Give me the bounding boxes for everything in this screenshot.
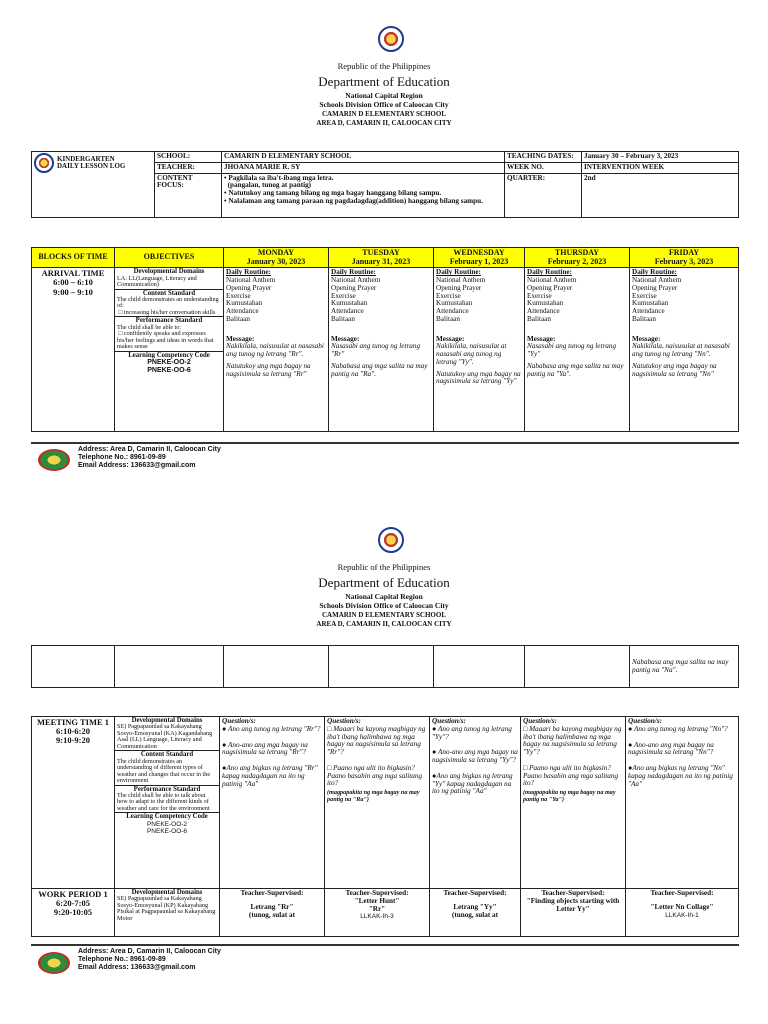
dev-domains-label: Developmental Domains (131, 889, 203, 896)
meeting-time-cell (32, 717, 115, 889)
work-activity: "Finding objects starting with Letter Yy" (526, 896, 620, 913)
message-label: Message: (226, 334, 255, 343)
question-item: □ Paano nga ulit ito bigkasin? Paano basahin ang mga salitang ito? (523, 763, 619, 788)
focus-3: Nalalaman ang tamang paraan ng pagdadagdag(addition) hanggang bilang sampu. (228, 196, 483, 205)
dev-domains-text: SE) Pagpapaunlad sa Kakayahang Sosyo-Emosyunal (KA) Kagandahang Asal (LL) Language, Literacy and Communication (117, 723, 213, 750)
focus-1: Pagkilala sa iba't-ibang mga letra. (228, 173, 334, 182)
teacher-label: TEACHER: (155, 162, 222, 173)
kinder-label: KINDERGARTEN (57, 154, 115, 163)
dev-domains-label: Developmental Domains (133, 268, 205, 276)
wednesday-questions (430, 717, 521, 889)
wednesday-arrival (434, 268, 525, 432)
question-item: ●Ano ang bigkas ng letrang "Rr" kapag nadagdagan na ito ng patinig "Aa" (222, 764, 318, 788)
routine-item: Kumustahan (632, 299, 669, 308)
content-focus-list: • Pagkilala sa iba't-ibang mga letra. (pangalan, tunog at pantig) • Natutukoy ang tamang bilang ng mga bagay hanggang bilang sampu. • Nalalaman ang tamang paraan ng pagdadagdag(addition) hanggang bilang sampu. (222, 173, 505, 217)
content-standard-text: The child demonstrates an understanding of: (117, 295, 219, 310)
tuesday-arrival (329, 268, 434, 432)
message-text: Nasasabi ang tunog ng letrang "Rr" (331, 342, 421, 359)
continuation-table (31, 645, 739, 688)
routine-title: Daily Routine: (226, 268, 271, 277)
dev-domains-text: SE) Pagpapaunlad sa Kakayahang Sosyo-Emosyunal (KP) Kakayahang Pisikal at Pagpapaunlad sa Kakayahang Motor (117, 895, 216, 922)
questions-label: Question/s: (327, 717, 361, 725)
performance-standard-label: Performance Standard (115, 316, 223, 324)
school-label: SCHOOL: (155, 152, 222, 163)
question-item: □ Maaari ba kayong magbigay ng iba't ibang halimbawa ng mga bagay na nagsisimula sa letrang "Rr"? (327, 724, 426, 757)
message-label: Message: (527, 334, 556, 343)
performance-standard-label: Performance Standard (115, 785, 219, 793)
lesson-table-page1 (31, 247, 739, 432)
friday-arrival (630, 268, 739, 432)
tuesday-work (325, 889, 430, 937)
routine-item: Attendance (527, 307, 560, 316)
question-item: □ Maaari ba kayong magbigay ng iba't ibang halimbawa ng mga bagay na nagsisimula sa letrang "Yy"? (523, 724, 622, 757)
performance-standard-text: The child shall be able to talk about how to adapt to the different kinds of weather and care for the environment (117, 791, 210, 812)
message-text: Nakikilala, naisusulat at nasasabi ang tunog ng letrang "Nn". (632, 342, 730, 359)
routine-item: Attendance (632, 307, 665, 316)
competency-code-label: Learning Competency Code (115, 812, 219, 820)
question-item: ● Ano ang tunog ng letrang "Yy"? (432, 724, 512, 741)
footer-address: Address: Area D, Camarin II, Caloocan City (78, 446, 221, 453)
message-text: Natutukoy ang mga bagay na nagsisimula sa letrang "Rr" (226, 361, 311, 378)
footer-phone: Telephone No.: 8961-09-89 (78, 454, 166, 462)
question-item: □ Paano nga ulit ito bigkasin? Paano basahin ang mga salitang ito? (327, 763, 423, 788)
routine-item: Opening Prayer (331, 283, 377, 292)
routine-item: Attendance (331, 307, 364, 316)
routine-item: Balitaan (632, 314, 656, 323)
routine-item: Attendance (226, 307, 259, 316)
question-item: ● Ano-ano ang mga bagay na nagsisimula sa letrang "Nn"? (628, 740, 714, 757)
friday-continuation: Nababasa ang mga salita na may pantig na "Na". (630, 646, 739, 688)
performance-standard-bullet: confidently speaks and expresses his/her feelings and ideas in words that makes sense (117, 330, 214, 351)
school-line: CAMARIN D ELEMENTARY SCHOOL (321, 110, 446, 118)
department-title: Department of Education (318, 74, 450, 89)
performance-standard-text: The child shall be able to: (117, 323, 182, 331)
question-note: (magpapakita ng mga bagay na may pantig na "Ra") (327, 789, 420, 803)
work-activity: Letrang "Rr" (250, 902, 294, 911)
routine-item: Exercise (226, 291, 251, 300)
routine-item: Balitaan (226, 314, 250, 323)
competency-code-2: PNEKE-OO-6 (147, 366, 191, 374)
question-item: ● Ano ang tunog ng letrang "Rr"? (222, 724, 321, 733)
competency-code-1: PNEKE-OO-2 (147, 359, 191, 367)
work-activity-sub: (tunog, sulat at (248, 910, 296, 919)
content-standard-label: Content Standard (115, 750, 219, 758)
meeting-time-2: 9:10-9:20 (56, 735, 90, 746)
work-time-1: 6:20-7:05 (56, 898, 90, 909)
region-line: National Capital Region (345, 91, 423, 100)
routine-item: Exercise (632, 291, 657, 300)
work-period-cell (32, 889, 115, 937)
routine-title: Daily Routine: (436, 268, 481, 277)
routine-item: Kumustahan (226, 299, 263, 308)
arrival-time-2: 9:00 – 9:10 (53, 286, 93, 297)
question-item: ● Ano ang tunog ng letrang "Nn"? (628, 724, 728, 733)
message-label: Message: (632, 334, 661, 343)
teacher-supervised-label: Teacher-Supervised: (345, 889, 409, 897)
friday-header: FRIDAY February 3, 2023 (630, 248, 739, 268)
deped-seal-icon (34, 153, 54, 173)
focus-2: Natutukoy ang tamang bilang ng mga bagay hanggang bilang sampu. (228, 189, 442, 198)
question-note: (magpapakita ng mga bagay na may pantig na "Ya") (523, 789, 616, 803)
routine-item: Opening Prayer (632, 283, 678, 292)
division-line: Schools Division Office of Caloocan City (319, 100, 449, 109)
school-logo-icon (38, 449, 70, 471)
routine-item: Kumustahan (436, 299, 473, 308)
message-text: Nakikilala, naisusulat at nasasabi ang tunog ng letrang "Rr". (226, 342, 324, 359)
address-line: AREA D, CAMARIN II, CALOOCAN CITY (316, 119, 452, 127)
question-item: ● Ano-ano ang mga bagay na nagsisimula sa letrang "Rr"? (222, 740, 308, 757)
teacher-supervised-label: Teacher-Supervised: (240, 889, 304, 897)
monday-arrival (224, 268, 329, 432)
routine-item: Attendance (436, 307, 469, 316)
routine-item: National Anthem (226, 276, 276, 285)
competency-code-2: PNEKE-OO-6 (146, 827, 188, 835)
work-objectives (115, 889, 220, 937)
routine-item: Exercise (436, 291, 461, 300)
message-label: Message: (331, 334, 360, 343)
footer-page1 (78, 446, 221, 470)
routine-item: Balitaan (527, 314, 551, 323)
thursday-arrival (525, 268, 630, 432)
wednesday-work (430, 889, 521, 937)
friday-work (626, 889, 739, 937)
teacher-value: JHOANA MARIE R. SY (222, 162, 505, 173)
work-activity: Letrang "Yy" (453, 902, 497, 911)
info-table (31, 151, 739, 218)
deped-seal-icon (378, 26, 404, 52)
dll-label: DAILY LESSON LOG (57, 162, 126, 170)
objectives-header: OBJECTIVES (115, 248, 224, 268)
lesson-table-page2 (31, 716, 739, 937)
questions-label: Question/s: (628, 717, 662, 725)
dates-label: TEACHING DATES: (505, 152, 582, 163)
content-focus-label: CONTENT FOCUS: (155, 173, 222, 217)
routine-item: Opening Prayer (436, 283, 482, 292)
focus-1b: (pangalan, tunog at pantig) (227, 181, 312, 190)
school-line: CAMARIN D ELEMENTARY SCHOOL (321, 611, 446, 619)
wednesday-header: WEDNESDAY February 1, 2023 (434, 248, 525, 268)
footer-page2 (78, 948, 221, 972)
footer-phone: Telephone No.: 8961-09-89 (78, 956, 166, 964)
teacher-supervised-label: Teacher-Supervised: (650, 889, 714, 897)
arrival-objectives: Developmental Domains LA: LL(Language, Literacy and Communication) Content Standard The child demonstrates an understanding of: □ increasing his/her conversation skills Performance Standard The child shall be able to: □ confidently speaks and expresses his/her feelings and ideas in words that makes sense Learning Competency Code PNEKE-OO-2 PNEKE-OO-6 (115, 268, 224, 432)
thursday-header: THURSDAY February 2, 2023 (525, 248, 630, 268)
message-text: Nasasabi ang tunog ng letrang "Yy" (527, 342, 617, 359)
republic-line: Republic of the Philippines (337, 61, 431, 71)
routine-item: Exercise (527, 291, 552, 300)
footer-email: Email Address: 136633@gmail.com (78, 964, 196, 972)
content-standard-text: The child demonstrates an understanding of different types of weather and changes that occur in the environment (117, 757, 211, 785)
content-standard-label: Content Standard (115, 289, 223, 297)
school-value: CAMARIN D ELEMENTARY SCHOOL (222, 152, 505, 163)
thursday-work (521, 889, 626, 937)
dates-value: January 30 – February 3, 2023 (582, 152, 739, 163)
teacher-supervised-label: Teacher-Supervised: (443, 889, 507, 897)
competency-code-label: Learning Competency Code (115, 351, 223, 359)
work-activity: "Letter Hunt" (354, 896, 400, 905)
department-title: Department of Education (318, 575, 450, 590)
message-text: Nababasa ang mga salita na may pantig na "Ya". (527, 361, 624, 378)
question-item: ● Ano-ano ang mga bagay na nagsisimula sa letrang "Yy"? (432, 748, 518, 765)
footer-email: Email Address: 136633@gmail.com (78, 462, 196, 470)
message-text: Natutukoy ang mga bagay na nagsisimula sa letrang "Yy" (436, 369, 521, 386)
routine-item: National Anthem (527, 276, 577, 285)
meeting-time-1: 6:10-6:20 (56, 726, 90, 737)
routine-item: Kumustahan (527, 299, 564, 308)
arrival-time-1: 6:00 – 6:10 (53, 277, 93, 288)
routine-item: Opening Prayer (527, 283, 573, 292)
work-competency-code: LLKAK-Ih-3 (360, 913, 394, 921)
questions-label: Question/s: (222, 717, 256, 725)
thursday-questions (521, 717, 626, 889)
work-activity: "Letter Nn Collage" (650, 902, 714, 911)
monday-questions (220, 717, 325, 889)
questions-label: Question/s: (523, 717, 557, 725)
monday-work (220, 889, 325, 937)
address-line: AREA D, CAMARIN II, CALOOCAN CITY (316, 620, 452, 628)
region-line: National Capital Region (345, 592, 423, 601)
message-text: Nababasa ang mga salita na may pantig na "Ra". (331, 361, 428, 378)
footer-divider (31, 944, 739, 946)
routine-item: National Anthem (436, 276, 486, 285)
work-activity-sub: (tunog, sulat at (451, 910, 499, 919)
monday-header: MONDAY January 30, 2023 (224, 248, 329, 268)
dev-domains-label: Developmental Domains (131, 717, 203, 724)
dev-domains-text: LA: LL(Language, Literacy and Communication) (117, 274, 197, 289)
question-item: ●Ano ang bigkas ng letrang "Nn" kapag nadagdagan na ito ng patinig "Aa" (628, 764, 733, 788)
message-text: Nakikilala, naisusulat at nasasabi ang tunog ng letrang "Yy". (436, 342, 507, 366)
arrival-title: ARRIVAL TIME (41, 268, 105, 279)
routine-item: National Anthem (331, 276, 381, 285)
routine-title: Daily Routine: (527, 268, 572, 277)
routine-title: Daily Routine: (331, 268, 376, 277)
teacher-supervised-label: Teacher-Supervised: (541, 889, 605, 897)
routine-item: Kumustahan (331, 299, 368, 308)
work-time-2: 9:20-10:05 (53, 907, 93, 918)
blocks-header: BLOCKS OF TIME (32, 248, 115, 268)
content-standard-bullet: increasing his/her conversation skills (123, 308, 216, 316)
routine-item: Balitaan (436, 314, 460, 323)
question-item: ●Ano ang bigkas ng letrang "Yy" kapag nadagdagan na ito ng patinig "Aa" (432, 771, 513, 796)
week-value: INTERVENTION WEEK (582, 162, 739, 173)
footer-address: Address: Area D, Camarin II, Caloocan City (78, 948, 221, 955)
deped-seal-icon (378, 527, 404, 553)
competency-code-1: PNEKE-OO-2 (146, 820, 188, 828)
routine-item: Exercise (331, 291, 356, 300)
meeting-title: MEETING TIME 1 (36, 717, 110, 727)
routine-item: Opening Prayer (226, 283, 272, 292)
questions-label: Question/s: (432, 717, 466, 725)
work-competency-code: LLKAK-Ih-1 (665, 911, 699, 919)
work-title: WORK PERIOD 1 (38, 889, 108, 899)
footer-divider (31, 442, 739, 444)
school-logo-icon (38, 952, 70, 974)
tuesday-header: TUESDAY January 31, 2023 (329, 248, 434, 268)
meeting-objectives (115, 717, 220, 889)
division-line: Schools Division Office of Caloocan City (319, 601, 449, 610)
routine-item: Balitaan (331, 314, 355, 323)
tuesday-questions (325, 717, 430, 889)
friday-questions (626, 717, 739, 889)
routine-item: National Anthem (632, 276, 682, 285)
arrival-time-cell (32, 268, 115, 432)
routine-title: Daily Routine: (632, 268, 677, 277)
republic-line: Republic of the Philippines (337, 562, 431, 572)
work-activity-sub: "Rr" (368, 904, 386, 913)
kinder-cell (32, 152, 155, 218)
message-label: Message: (436, 334, 465, 343)
quarter-label: QUARTER: (505, 173, 582, 217)
week-label: WEEK NO. (505, 162, 582, 173)
message-text: Natutukoy ang mga bagay na nagsisimula sa letrang "Nn" (632, 361, 717, 378)
quarter-value: 2nd (582, 173, 739, 217)
